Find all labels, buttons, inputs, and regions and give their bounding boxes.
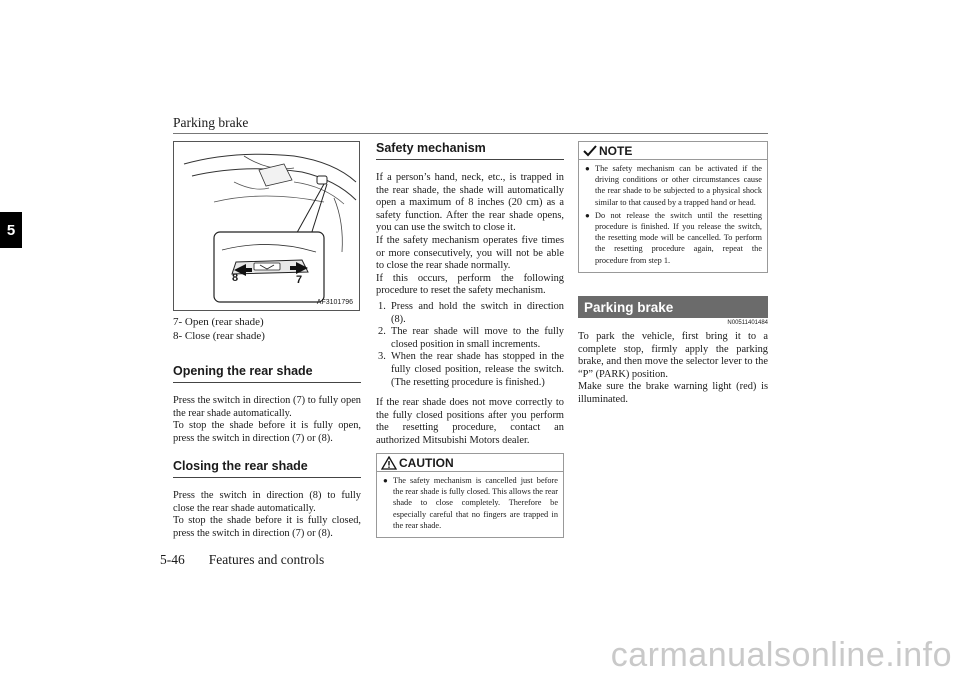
reference-code: N00511401484 [727,320,768,326]
chapter-tab: 5 [0,212,22,248]
direction-label-7: 7 [296,274,303,286]
safety-section [376,141,564,447]
section-title: Closing the rear shade [173,459,308,473]
section-rule [173,382,361,383]
opening-section [173,364,361,445]
paragraph: To park the vehicle, first bring it to a complete stop, firmly apply the parking brake, and then move the selector lever to the “P” (PARK) position. [578,331,768,380]
paragraph: To stop the shade before it is fully open, press the switch in direction (7) or (8). [173,420,361,444]
paragraph: Press the switch in direction (8) to fully close the rear shade automatically. [173,490,361,514]
bullet-icon: ● [585,210,590,220]
closing-section [173,459,361,540]
page-number: 5-46 [160,552,185,567]
paragraph: If a person’s hand, neck, etc., is trapped in the rear shade, the shade will automatically open a maximum of 8 inches (20 cm) as a safety function. After the rear shade opens, you can use the switch to close it. [376,172,564,234]
step-item: 1. Press and hold the switch in direction (8). [378,300,564,325]
note-item: ● The safety mechanism can be activated if the driving conditions or other circumstances cause the rear shade to be subjected to a physical shock similar to that caused by a trapped hand or head. [585,164,762,207]
note-item: ● Do not release the switch until the resetting procedure is finished. If you release the switch, the resetting mode will be cancelled. To perform the resetting procedure again, repeat the procedure from step 1. [585,210,762,265]
section-rule [376,159,564,160]
header-rule [173,133,768,134]
note-box [578,141,768,273]
note-label: NOTE [599,144,633,158]
caution-item: ● The safety mechanism is cancelled just before the rear shade is fully closed. This allows the rear shade to close completely. Therefore be especially careful that no fingers are trapped in the rear shade. [383,476,558,530]
legend-item: 8- Close (rear shade) [173,330,265,342]
step-item: 3. When the rear shade has stopped in the fully closed position, release the switch. (The resetting procedure is finished.) [378,351,564,388]
warning-triangle-icon [381,456,397,470]
figure-legend [173,315,265,343]
paragraph: If the safety mechanism operates five times or more consecutively, you will not be able to close the rear shade normally. [376,234,564,272]
caution-box [376,453,564,538]
page-header-title: Parking brake [173,115,249,130]
footer-section: Features and controls [208,552,325,567]
parking-brake-heading: Parking brake [578,296,768,318]
section-title: Safety mechanism [376,141,486,155]
section-title: Opening the rear shade [173,364,313,378]
page-footer [160,552,348,568]
caution-header [377,454,563,472]
bullet-icon: ● [585,164,590,173]
figure-code: AF3101796 [316,299,353,306]
ceiling-switch-illustration [174,142,359,310]
paragraph: To stop the shade before it is fully closed, press the switch in direction (7) or (8). [173,515,361,539]
paragraph: If this occurs, perform the following procedure to reset the safety mechanism. [376,272,564,297]
direction-label-8: 8 [232,272,239,284]
note-header [579,142,767,160]
checkmark-icon [583,144,597,158]
step-item: 2. The rear shade will move to the fully closed position in small increments. [378,326,564,350]
caution-label: CAUTION [399,456,454,470]
rear-shade-switch-figure [173,141,360,311]
paragraph: Press the switch in direction (7) to fully open the rear shade automatically. [173,395,361,419]
parking-brake-section [578,331,768,407]
paragraph: If the rear shade does not move correctly to the fully closed positions after you perform the resetting procedure, contact an authorized Mitsubishi Motors dealer. [376,397,564,446]
section-rule [173,477,361,478]
bullet-icon: ● [383,476,388,485]
reset-steps [376,301,564,389]
paragraph: Make sure the brake warning light (red) is illuminated. [578,381,768,405]
legend-item: 7- Open (rear shade) [173,316,264,328]
watermark: carmanualsonline.info [610,636,952,674]
